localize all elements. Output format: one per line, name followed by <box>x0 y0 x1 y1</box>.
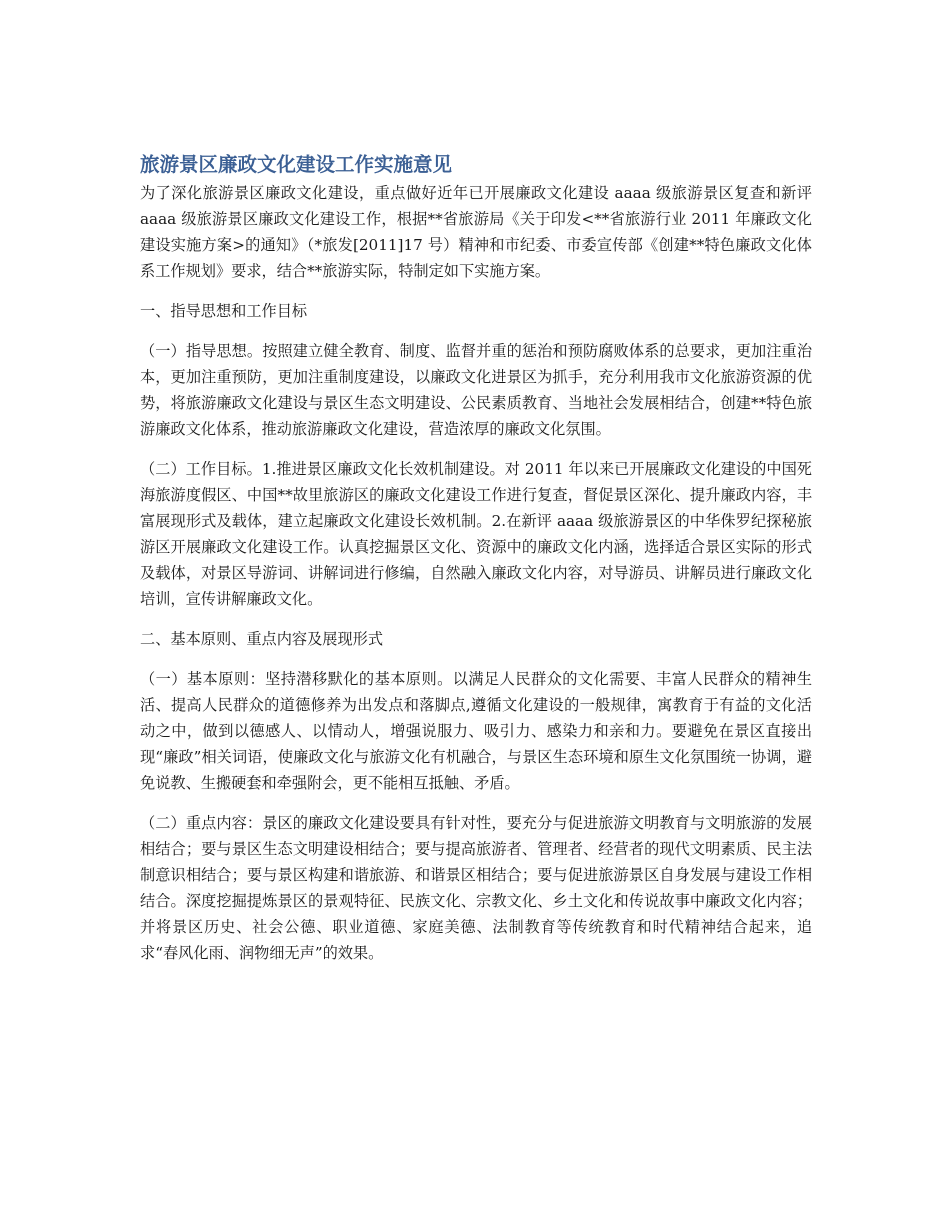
section-heading-1: 一、指导思想和工作目标 <box>140 302 308 320</box>
document-title: 旅游景区廉政文化建设工作实施意见 <box>140 153 453 176</box>
section-heading-2: 二、基本原则、重点内容及展现形式 <box>140 630 383 648</box>
section2-paragraph-2: （二）重点内容：景区的廉政文化建设要具有针对性，要充分与促进旅游文明教育与文明旅游的发展相结合；要与景区生态文明建设相结合；要与提高旅游者、管理者、经营者的现代文明素质、民主法制意识相结合；要与景区构建和谐旅游、和谐景区相结合；要与促进旅游景区自身发展与建设工作相结合。深度挖掘提炼景区的景观特征、民族文化、宗教文化、乡土文化和传说故事中廉政文化内容；并将景区历史、社会公德、职业道德、家庭美德、法制教育等传统教育和时代精神结合起来，追求“春风化雨、润物细无声”的效果。 <box>140 814 812 962</box>
document-body <box>140 150 812 966</box>
section2-paragraph-1: （一）基本原则：坚持潜移默化的基本原则。以满足人民群众的文化需要、丰富人民群众的精神生活、提高人民群众的道德修养为出发点和落脚点,遵循文化建设的一般规律，寓教育于有益的文化活动之中，做到以德感人、以情动人，增强说服力、吸引力、感染力和亲和力。要避免在景区直接出现“廉政”相关词语，使廉政文化与旅游文化有机融合，与景区生态环境和原生文化氛围统一协调，避免说教、生搬硬套和牵强附会，更不能相互抵触、矛盾。 <box>140 670 812 792</box>
section1-paragraph-2: （二）工作目标。1.推进景区廉政文化长效机制建设。对 2011 年以来已开展廉政文化建设的中国死海旅游度假区、中国**故里旅游区的廉政文化建设工作进行复查，督促景区深化、提升廉政内容，丰富展现形式及载体，建立起廉政文化建设长效机制。2.在新评 aaaa 级旅游景区的中华侏罗纪探秘旅游区开展廉政文化建设工作。认真挖掘景区文化、资源中的廉政文化内涵，选择适合景区实际的形式及载体，对景区导游词、讲解词进行修编，自然融入廉政文化内容，对导游员、讲解员进行廉政文化培训，宣传讲解廉政文化。 <box>140 460 812 608</box>
section1-paragraph-1: （一）指导思想。按照建立健全教育、制度、监督并重的惩治和预防腐败体系的总要求，更加注重治本，更加注重预防，更加注重制度建设，以廉政文化进景区为抓手，充分利用我市文化旅游资源的优势，将旅游廉政文化建设与景区生态文明建设、公民素质教育、当地社会发展相结合，创建**特色旅游廉政文化体系，推动旅游廉政文化建设，营造浓厚的廉政文化氛围。 <box>140 342 812 438</box>
intro-paragraph: 为了深化旅游景区廉政文化建设，重点做好近年已开展廉政文化建设 aaaa 级旅游景区复查和新评 aaaa 级旅游景区廉政文化建设工作，根据**省旅游局《关于印发<**省旅游行业 2011 年廉政文化建设实施方案>的通知》（*旅发[2011]17 号）精神和市纪委、市委宣传部《创建**特色廉政文化体系工作规划》要求，结合**旅游实际，特制定如下实施方案。 <box>140 184 812 280</box>
